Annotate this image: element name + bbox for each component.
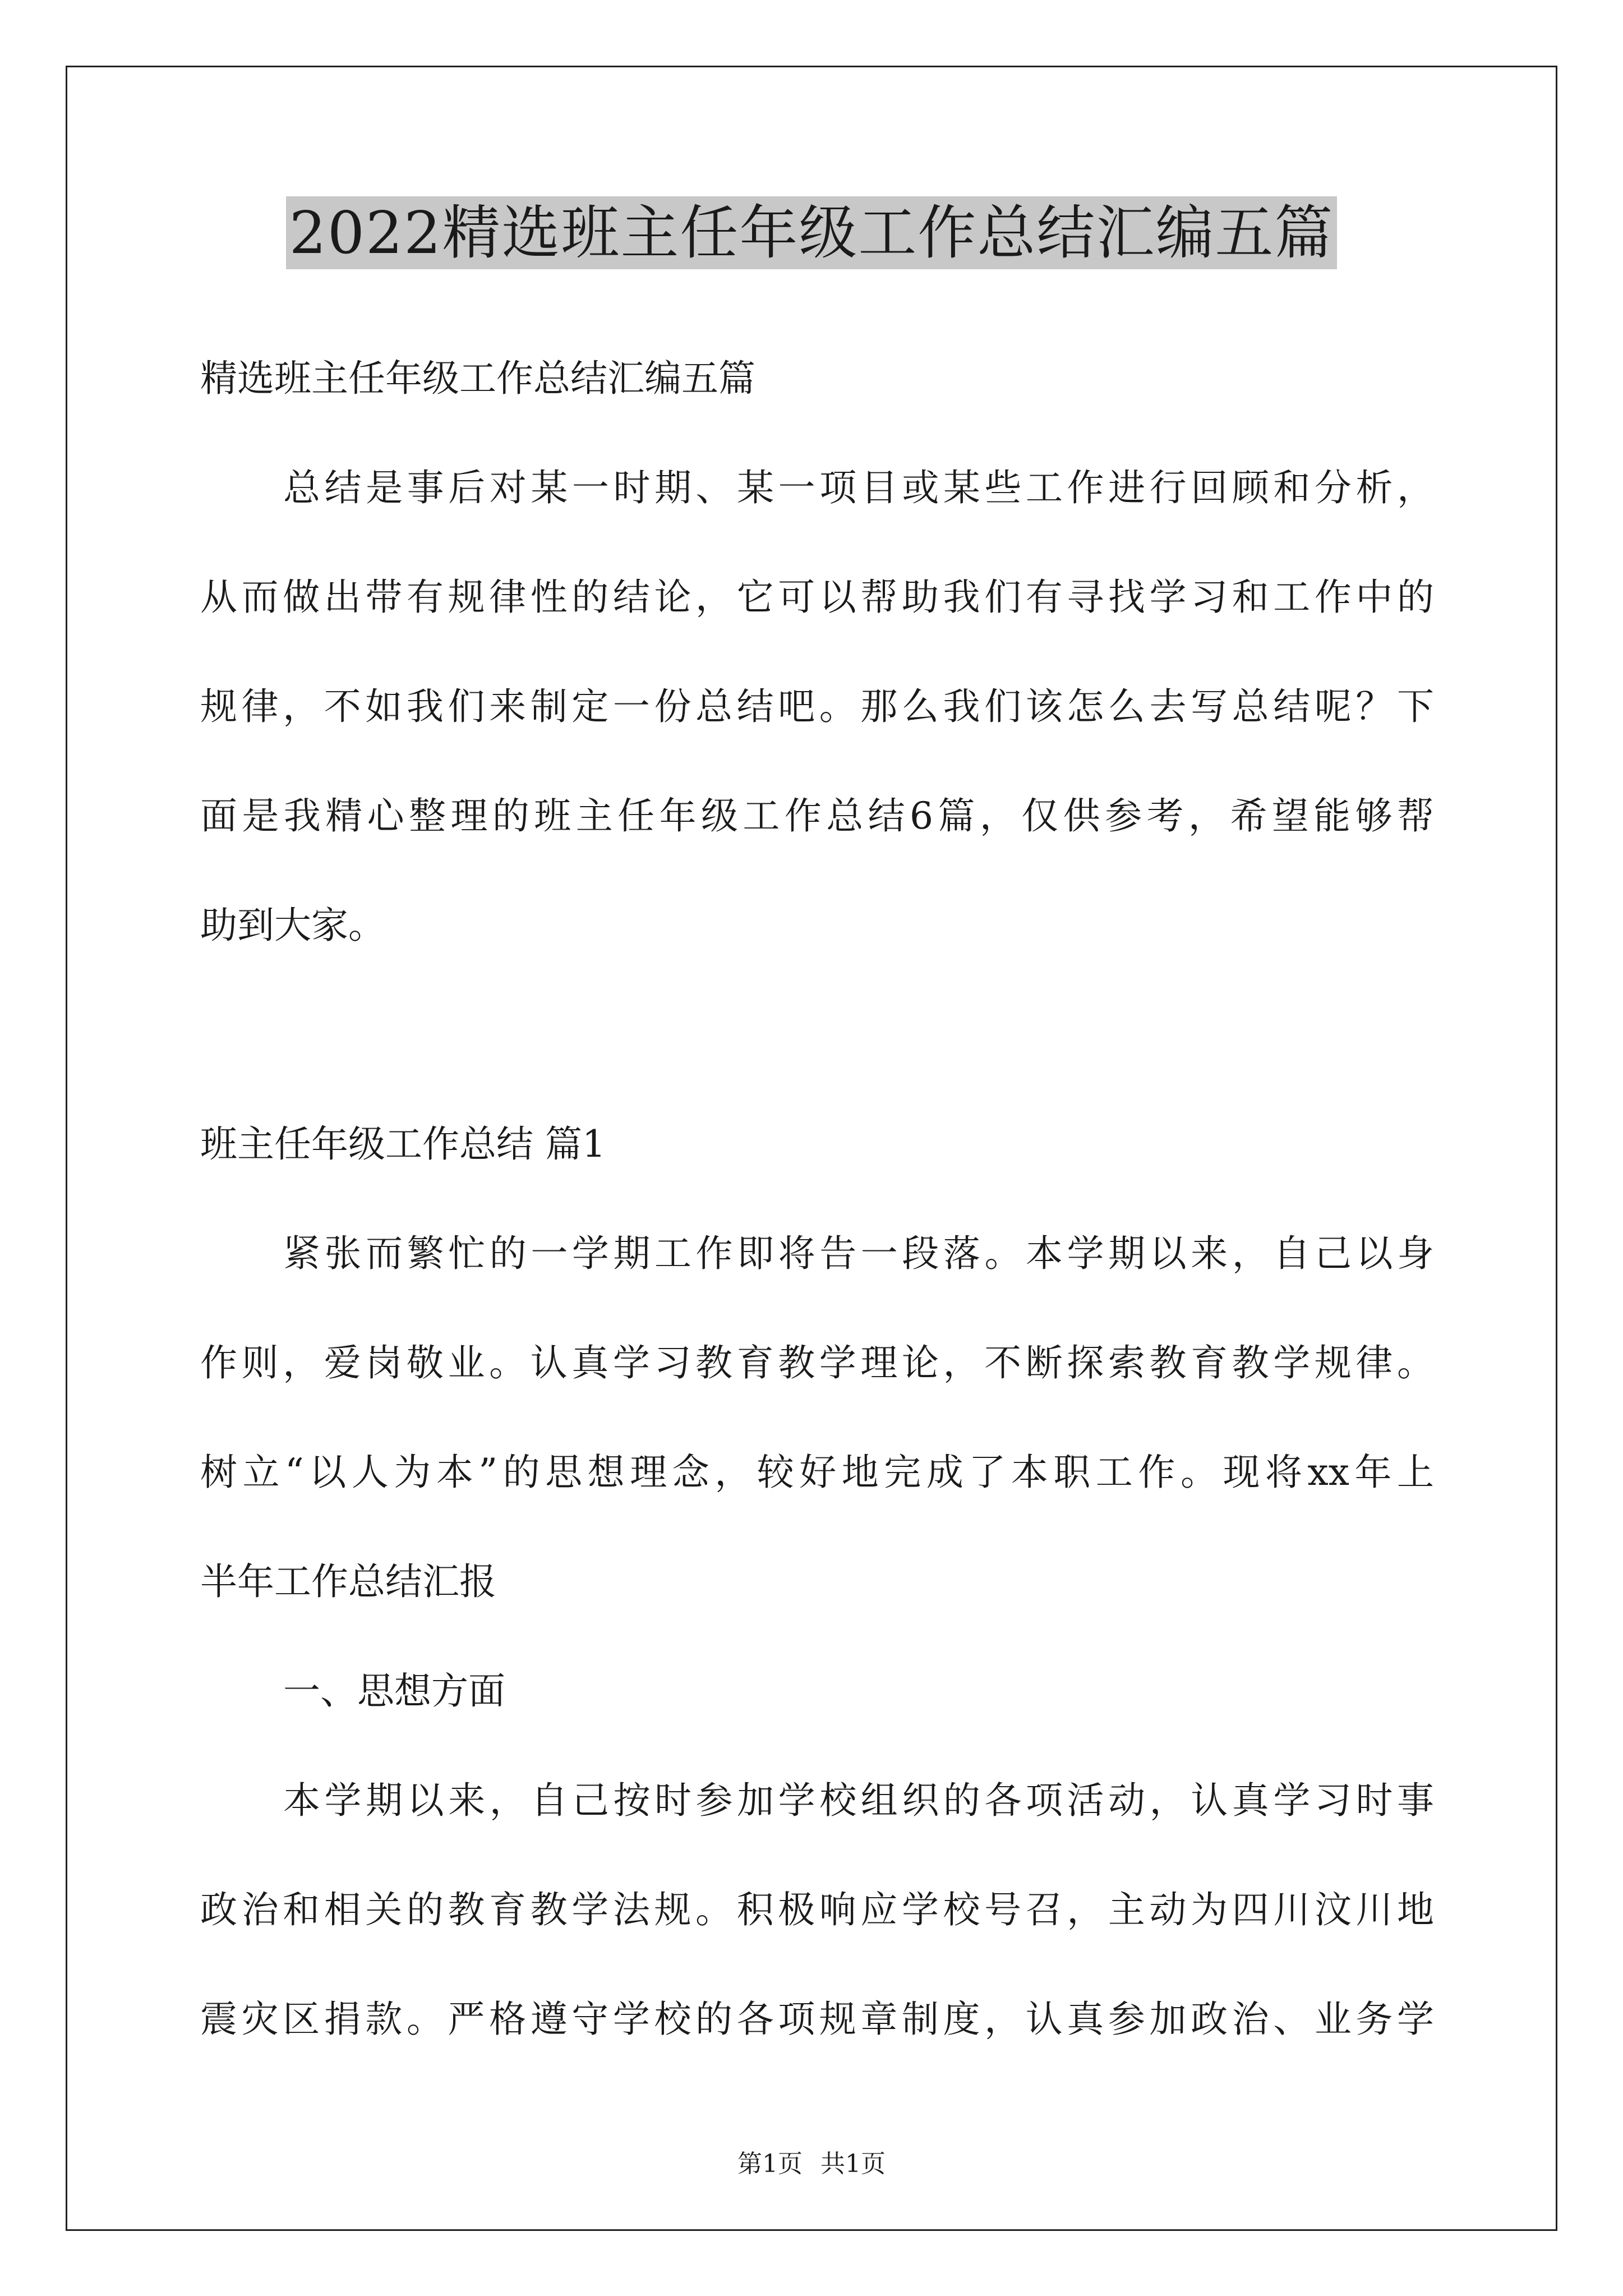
paragraph-line: 从而做出带有规律性的结论，它可以帮助我们有寻找学习和工作中的 [200,576,1434,619]
paragraph-line: 规律，不如我们来制定一份总结吧。那么我们该怎么去写总结呢？下 [200,685,1434,728]
page-footer: 第1页 共1页 [737,2150,886,2178]
paragraph-line: 总结是事后对某一时期、某一项目或某些工作进行回顾和分析， [283,466,1434,509]
paragraph-line: 助到大家。 [200,904,385,947]
document-title [0,191,1623,275]
paragraph-line: 本学期以来，自己按时参加学校组织的各项活动，认真学习时事 [283,1779,1434,1822]
paragraph-line: 政治和相关的教育教学法规。积极响应学校号召，主动为四川汶川地 [200,1888,1434,1931]
paragraph-line: 半年工作总结汇报 [200,1560,496,1603]
paragraph-line: 树立“以人为本”的思想理念，较好地完成了本职工作。现将xx年上 [200,1451,1434,1494]
subtitle-line: 精选班主任年级工作总结汇编五篇 [200,357,755,400]
paragraph-line: 作则，爱岗敬业。认真学习教育教学理论，不断探索教育教学规律。 [200,1341,1434,1384]
paragraph-line: 紧张而繁忙的一学期工作即将告一段落。本学期以来，自己以身 [283,1232,1434,1275]
section-heading: 班主任年级工作总结 篇1 [200,1122,606,1166]
subsection-heading: 一、思想方面 [283,1669,505,1713]
paragraph-line: 面是我精心整理的班主任年级工作总结6篇，仅供参考，希望能够帮 [200,794,1434,838]
document-title-text: 2022精选班主任年级工作总结汇编五篇 [286,196,1338,269]
paragraph-line: 震灾区捐款。严格遵守学校的各项规章制度，认真参加政治、业务学 [200,1998,1434,2041]
